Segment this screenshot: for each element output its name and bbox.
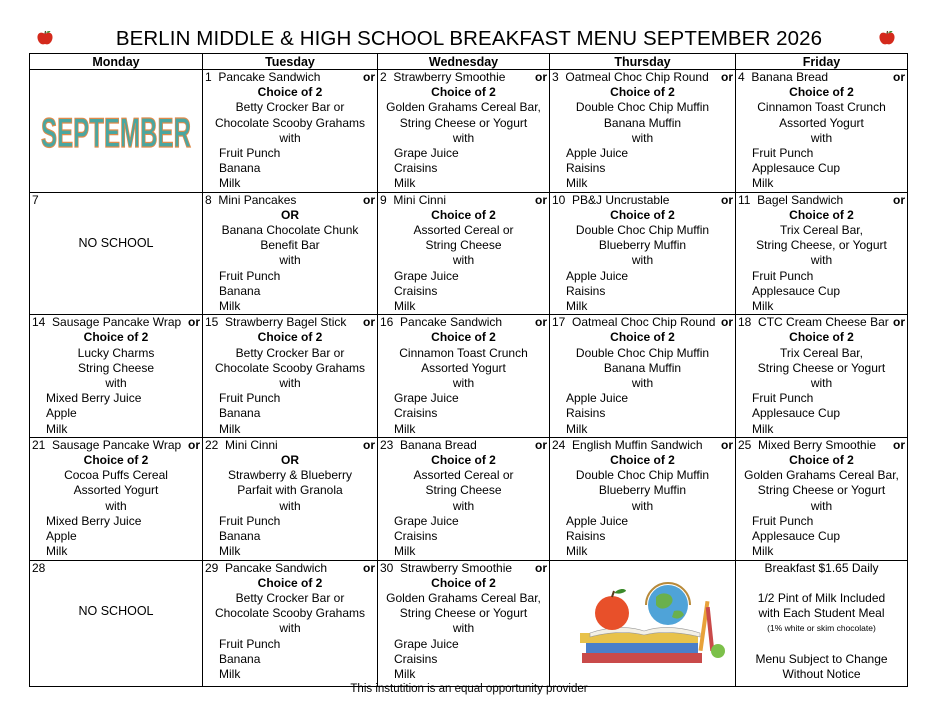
side-item: Craisins [394, 161, 438, 176]
main-item [738, 315, 889, 330]
change-note: Without Notice [782, 666, 861, 681]
with-label: with [810, 130, 833, 145]
weekday-header-row [30, 54, 908, 70]
with-label: with [810, 253, 833, 268]
side-item: Milk [219, 421, 241, 436]
day-cell [378, 560, 550, 686]
day-number: 16 [380, 315, 394, 330]
option-line: Chocolate Scooby Grahams [214, 606, 366, 621]
day-number: 24 [552, 437, 566, 452]
side-item: Milk [394, 176, 416, 191]
side-item: Milk [566, 176, 588, 191]
main-item-name: English Muffin Sandwich [572, 437, 703, 452]
side-item: Raisins [566, 161, 606, 176]
day-number: 22 [205, 437, 219, 452]
side-item: Milk [219, 666, 241, 681]
choice-label: Choice of 2 [610, 207, 675, 222]
choice-label: Choice of 2 [789, 207, 854, 222]
main-item-name: PB&J Uncrustable [572, 192, 670, 207]
side-item: Fruit Punch [219, 268, 281, 283]
with-label: with [452, 621, 475, 636]
side-item: Milk [46, 421, 68, 436]
or-label: or [721, 70, 733, 84]
or-label: or [893, 192, 905, 207]
day-number: 1 [205, 70, 212, 84]
choice-label: Choice of 2 [257, 575, 323, 590]
choice-label: Choice of 2 [83, 453, 149, 468]
weekday-header: Wednesday [378, 54, 550, 70]
day-cell [550, 70, 736, 193]
option-line: Betty Crocker Bar or [235, 100, 345, 115]
side-item: Apple Juice [566, 513, 629, 528]
or-label: or [893, 437, 905, 452]
option-line: Lucky Charms [77, 345, 155, 360]
option-line: Chocolate Scooby Grahams [214, 115, 366, 130]
choice-label: Choice of 2 [431, 575, 496, 590]
side-item: Grape Juice [394, 268, 459, 283]
with-label: with [810, 376, 833, 391]
option-line: Assorted Cereal or [413, 468, 514, 483]
day-header [30, 315, 202, 330]
side-item: Milk [566, 299, 588, 314]
choice-label: Choice of 2 [610, 85, 675, 100]
choice-label: Choice of 2 [431, 207, 496, 222]
option-line: Chocolate Scooby Grahams [214, 360, 366, 375]
day-cell [30, 315, 203, 438]
day-cell [203, 70, 378, 193]
day-number: 29 [205, 560, 219, 575]
with-label: with [279, 376, 301, 391]
day-cell [736, 437, 908, 560]
with-label: with [631, 253, 654, 268]
option-line: String Cheese or Yogurt [399, 115, 528, 130]
side-item: Raisins [566, 529, 606, 544]
day-number: 11 [738, 192, 751, 207]
day-header [378, 70, 549, 85]
option-line: String Cheese, or Yogurt [756, 238, 887, 253]
day-cell [203, 315, 378, 438]
main-item [738, 438, 876, 453]
day-header [550, 315, 735, 330]
main-item-name: Banana Bread [751, 70, 829, 84]
side-item: Banana [219, 283, 261, 298]
or-label: or [363, 437, 375, 452]
main-item [552, 70, 709, 85]
month-art-cell [30, 70, 203, 193]
day-cell [378, 70, 550, 193]
main-item-name: CTC Cream Cheese Bar [758, 315, 889, 330]
choice-label: Choice of 2 [431, 453, 496, 468]
main-item-name: Mini Cinni [225, 437, 278, 452]
choice-label: Choice of 2 [610, 330, 675, 345]
weekday-header: Monday [30, 54, 203, 70]
side-item: Fruit Punch [219, 636, 281, 651]
day-header [550, 70, 735, 85]
side-item: Grape Juice [394, 513, 459, 528]
choice-label: Choice of 2 [431, 85, 496, 100]
option-line: Golden Grahams Cereal Bar, [744, 468, 899, 483]
side-item: Milk [752, 299, 774, 314]
school-illustration-cell [550, 560, 736, 686]
week-row [30, 192, 908, 315]
day-header [203, 193, 377, 208]
side-item: Milk [394, 421, 416, 436]
side-item: Banana [219, 651, 261, 666]
option-line: Trix Cereal Bar, [780, 223, 863, 238]
side-item: Banana [219, 529, 261, 544]
side-item: Grape Juice [394, 146, 459, 161]
main-item [552, 193, 669, 208]
choice-label: Choice of 2 [789, 453, 854, 468]
day-header [30, 193, 202, 208]
with-label: with [810, 498, 833, 513]
side-item: Milk [566, 421, 588, 436]
with-label: with [279, 130, 301, 145]
choice-label: Choice of 2 [431, 330, 496, 345]
main-item-name: Strawberry Smoothie [393, 70, 506, 84]
side-item: Milk [219, 544, 241, 559]
weekday-header: Thursday [550, 54, 736, 70]
option-line: String Cheese [77, 360, 155, 375]
option-line: Cinnamon Toast Crunch [399, 345, 528, 360]
choice-label: Choice of 2 [257, 330, 323, 345]
option-line: Double Choc Chip Muffin [575, 468, 710, 483]
info-cell [736, 560, 908, 686]
day-number: 17 [552, 315, 566, 330]
main-item [380, 193, 446, 208]
option-line: Benefit Bar [260, 238, 320, 253]
option-line: String Cheese [425, 483, 502, 498]
or-label: or [535, 437, 547, 452]
day-header [30, 438, 202, 453]
side-item: Fruit Punch [752, 268, 814, 283]
side-item: Fruit Punch [752, 391, 814, 406]
choice-label: Choice of 2 [789, 85, 854, 100]
milk-type-note: (1% white or skim chocolate) [767, 623, 876, 634]
day-cell [736, 315, 908, 438]
option-line: Cocoa Puffs Cereal [64, 468, 168, 483]
main-item-name: Mini Pancakes [218, 192, 297, 207]
day-cell [378, 192, 550, 315]
side-item: Milk [566, 544, 588, 559]
day-header [378, 315, 549, 330]
side-item: Craisins [394, 651, 438, 666]
main-item-name: Pancake Sandwich [225, 560, 328, 575]
side-item: Applesauce Cup [752, 161, 841, 176]
option-line: String Cheese or Yogurt [757, 483, 886, 498]
main-item [552, 315, 715, 330]
side-item: Craisins [394, 283, 438, 298]
main-item-name: Strawberry Smoothie [400, 560, 513, 575]
day-cell [550, 315, 736, 438]
price-note: Breakfast $1.65 Daily [764, 560, 879, 575]
weekday-header: Tuesday [203, 54, 378, 70]
day-cell [378, 315, 550, 438]
main-item-name: Bagel Sandwich [757, 192, 844, 207]
side-item: Milk [46, 544, 68, 559]
apple-icon [878, 30, 896, 46]
option-line: Cinnamon Toast Crunch [757, 100, 886, 115]
day-header [203, 315, 377, 330]
side-item: Apple Juice [566, 146, 629, 161]
day-cell [203, 560, 378, 686]
side-item: Applesauce Cup [752, 406, 841, 421]
main-item-name: Banana Bread [400, 437, 477, 452]
side-item: Apple [46, 406, 77, 421]
day-cell [736, 70, 908, 193]
day-number: 28 [32, 560, 46, 575]
side-item: Banana [219, 406, 261, 421]
or-label: or [363, 315, 375, 330]
main-item-name: Pancake Sandwich [400, 315, 503, 330]
main-item [738, 193, 843, 208]
day-header [203, 438, 377, 453]
choice-label: Choice of 2 [789, 330, 854, 345]
option-line: Double Choc Chip Muffin [575, 223, 710, 238]
weekday-header: Friday [736, 54, 908, 70]
day-header [736, 193, 907, 208]
side-item: Grape Juice [394, 636, 459, 651]
main-item-name: Pancake Sandwich [218, 70, 321, 84]
side-item: Craisins [394, 529, 438, 544]
with-label: with [452, 253, 475, 268]
option-line: Banana Muffin [603, 115, 682, 130]
or-label: or [535, 315, 547, 330]
day-number: 4 [738, 70, 745, 84]
day-cell [736, 192, 908, 315]
side-item: Milk [394, 544, 416, 559]
main-item [380, 438, 477, 453]
main-item [32, 315, 181, 330]
week-row [30, 437, 908, 560]
day-number: 8 [205, 192, 212, 207]
side-item: Fruit Punch [219, 391, 281, 406]
main-item-name: Strawberry Bagel Stick [225, 315, 347, 330]
with-label: with [452, 498, 475, 513]
main-item [738, 70, 828, 85]
change-note: Menu Subject to Change [755, 651, 888, 666]
side-item: Applesauce Cup [752, 529, 841, 544]
option-line: Banana Muffin [603, 360, 682, 375]
side-item: Apple Juice [566, 268, 629, 283]
main-item [205, 70, 320, 85]
week-row [30, 70, 908, 193]
or-label: or [363, 70, 375, 84]
option-line: Betty Crocker Bar or [235, 590, 345, 605]
side-item: Banana [219, 161, 261, 176]
day-cell [30, 192, 203, 315]
side-item: Apple [46, 529, 77, 544]
day-number: 23 [380, 437, 394, 452]
main-item [205, 193, 296, 208]
books-apple-globe-illustration [550, 561, 736, 682]
milk-note: 1/2 Pint of Milk Included [757, 590, 886, 605]
option-line: String Cheese [425, 238, 502, 253]
day-number: 25 [738, 437, 752, 452]
choice-label: Choice of 2 [610, 453, 675, 468]
side-item: Raisins [566, 406, 606, 421]
side-item: Grape Juice [394, 391, 459, 406]
side-item: Applesauce Cup [752, 283, 841, 298]
side-item: Milk [752, 544, 774, 559]
with-label: with [631, 130, 654, 145]
option-line: Double Choc Chip Muffin [575, 345, 710, 360]
or-label: or [363, 192, 375, 207]
side-item: Fruit Punch [752, 146, 814, 161]
option-line: Strawberry & Blueberry [227, 468, 353, 483]
day-header [378, 561, 549, 576]
day-header [378, 193, 549, 208]
side-item: Milk [219, 299, 241, 314]
day-number: 18 [738, 315, 752, 330]
day-header [736, 315, 907, 330]
or-label: or [535, 70, 547, 84]
day-cell [378, 437, 550, 560]
main-item-name: Sausage Pancake Wrap [52, 315, 182, 330]
day-header [30, 561, 202, 576]
day-number: 3 [552, 70, 559, 84]
or-label: or [535, 560, 547, 575]
choice-label: Choice of 2 [83, 330, 149, 345]
main-item [205, 438, 278, 453]
with-label: with [105, 376, 127, 391]
day-number: 7 [32, 192, 39, 207]
option-line: Banana Chocolate Chunk [221, 223, 359, 238]
side-item: Fruit Punch [752, 513, 814, 528]
day-cell [550, 192, 736, 315]
option-line: Trix Cereal Bar, [780, 345, 863, 360]
or-label: or [721, 315, 733, 330]
option-line: Golden Grahams Cereal Bar, [386, 100, 541, 115]
or-label: or [893, 70, 905, 84]
day-header [736, 438, 907, 453]
side-item: Fruit Punch [219, 513, 281, 528]
main-item-name: Sausage Pancake Wrap [52, 437, 182, 452]
main-item [205, 315, 346, 330]
day-number: 10 [552, 192, 566, 207]
main-item-name: Mixed Berry Smoothie [758, 437, 877, 452]
side-item: Milk [394, 666, 416, 681]
option-line: Double Choc Chip Muffin [575, 100, 710, 115]
or-label: or [721, 192, 733, 207]
day-cell [203, 192, 378, 315]
side-item: Raisins [566, 283, 606, 298]
page-title: BERLIN MIDDLE & HIGH SCHOOL BREAKFAST MENU SEPTEMBER 2026 [115, 27, 823, 50]
side-item: Fruit Punch [219, 146, 281, 161]
option-line: Assorted Cereal or [413, 223, 514, 238]
side-item: Milk [219, 176, 241, 191]
day-header [736, 70, 907, 85]
option-line: Assorted Yogurt [779, 115, 864, 130]
day-number: 21 [32, 437, 46, 452]
day-number: 9 [380, 192, 387, 207]
option-line: Blueberry Muffin [598, 238, 687, 253]
day-number: 14 [32, 315, 46, 330]
choice-label: Choice of 2 [257, 85, 323, 100]
option-line: Golden Grahams Cereal Bar, [386, 590, 541, 605]
no-school-label: NO SCHOOL [78, 603, 154, 618]
main-item [32, 438, 181, 453]
option-line: Parfait with Granola [237, 483, 343, 498]
day-cell [30, 437, 203, 560]
week-row [30, 315, 908, 438]
main-item [380, 561, 512, 576]
main-item [380, 70, 505, 85]
side-item: Milk [752, 421, 774, 436]
with-label: with [279, 498, 301, 513]
main-item [380, 315, 502, 330]
day-header [378, 438, 549, 453]
side-item: Milk [752, 176, 774, 191]
day-number: 30 [380, 560, 394, 575]
day-cell [550, 437, 736, 560]
september-word-art [36, 103, 196, 159]
no-school-label: NO SCHOOL [78, 235, 154, 250]
with-label: with [279, 621, 301, 636]
or-divider: OR [281, 207, 299, 222]
option-line: Betty Crocker Bar or [235, 345, 345, 360]
or-divider: OR [281, 453, 299, 468]
with-label: with [452, 376, 475, 391]
day-cell [30, 560, 203, 686]
or-label: or [535, 192, 547, 207]
option-line: Assorted Yogurt [73, 483, 159, 498]
week-row [30, 560, 908, 686]
main-item [205, 561, 327, 576]
month-art-text: SEPTEMBER [41, 108, 191, 156]
day-number: 15 [205, 315, 219, 330]
side-item: Craisins [394, 406, 438, 421]
or-label: or [188, 437, 200, 452]
main-item-name: Oatmeal Choc Chip Round [565, 70, 709, 84]
with-label: with [452, 130, 475, 145]
option-line: Assorted Yogurt [421, 360, 506, 375]
day-header [550, 438, 735, 453]
or-label: or [363, 560, 375, 575]
day-header [550, 193, 735, 208]
side-item: Apple Juice [566, 391, 629, 406]
menu-calendar [29, 53, 908, 687]
option-line: Blueberry Muffin [598, 483, 687, 498]
with-label: with [631, 498, 654, 513]
milk-note: with Each Student Meal [758, 606, 885, 621]
option-line: String Cheese or Yogurt [757, 360, 886, 375]
side-item: Mixed Berry Juice [46, 391, 142, 406]
day-header [203, 561, 377, 576]
side-item: Mixed Berry Juice [46, 513, 142, 528]
footer-note: This instutition is an equal opportunity provider [350, 683, 588, 695]
or-label: or [188, 315, 200, 330]
main-item [552, 438, 703, 453]
day-header [203, 70, 377, 85]
with-label: with [279, 253, 301, 268]
day-cell [203, 437, 378, 560]
or-label: or [721, 437, 733, 452]
or-label: or [893, 315, 905, 330]
option-line: String Cheese or Yogurt [399, 606, 528, 621]
with-label: with [105, 498, 127, 513]
side-item: Milk [394, 299, 416, 314]
main-item-name: Mini Cinni [393, 192, 447, 207]
day-number: 2 [380, 70, 387, 84]
with-label: with [631, 376, 654, 391]
main-item-name: Oatmeal Choc Chip Round [572, 315, 716, 330]
